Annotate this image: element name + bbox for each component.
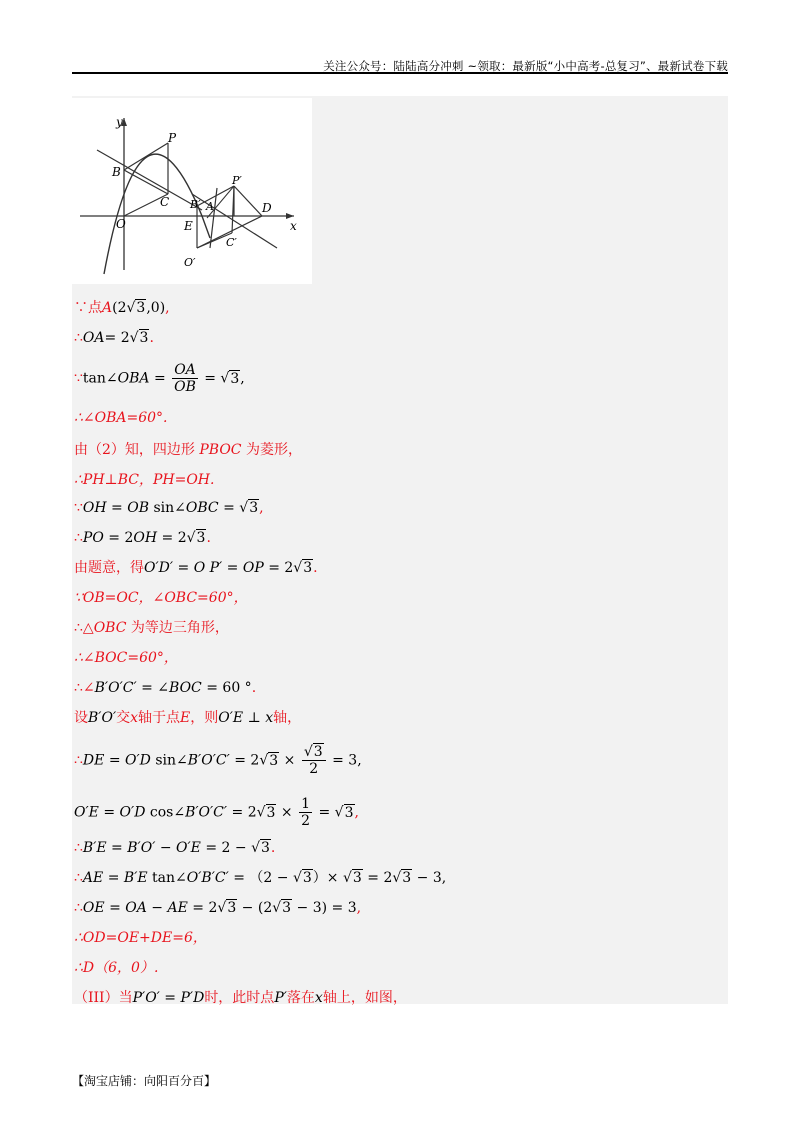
math: O′E <box>176 840 201 856</box>
line-19: ∴OE = OA − AE = 2√3 − (2√3 − 3) = 3, <box>74 900 362 916</box>
text: . <box>313 560 318 576</box>
fraction <box>172 362 198 395</box>
math: 3 <box>227 900 237 916</box>
text: 轴上，如图， <box>322 990 407 1006</box>
geometry-figure <box>72 98 312 284</box>
line-9: 由题意，得O′D′ = O P′ = OP = 2√3. <box>74 560 318 576</box>
math: = <box>106 500 128 516</box>
text: ∵点 <box>74 300 102 316</box>
line-3: ∵tan∠OBA = $\frac{OA}{OB}$ = √3, <box>74 362 245 395</box>
math: = 2 <box>187 900 218 916</box>
math: x <box>314 990 323 1006</box>
math: = <box>104 900 126 916</box>
math: = <box>103 870 124 886</box>
text: 为菱形， <box>241 442 302 458</box>
label-x: x <box>290 219 297 233</box>
math: tan∠ <box>82 370 118 387</box>
math: O′D′ = O P′ = OP <box>144 560 264 576</box>
text: 设 <box>74 710 88 726</box>
math: = 60 ° <box>201 680 252 696</box>
math: = <box>104 752 126 769</box>
text: ∴ <box>74 900 83 916</box>
text: . <box>206 530 211 546</box>
label-E: E <box>184 219 193 233</box>
math: OE <box>82 900 105 916</box>
math: = 2 <box>157 530 187 546</box>
label-P-prime: P′ <box>232 174 242 187</box>
line-1: ∵点A(2√3,0), <box>74 300 170 316</box>
math: = <box>314 804 335 821</box>
math: B′O′C′ <box>185 804 228 821</box>
math: = 2 <box>227 804 257 821</box>
math: BOC <box>169 680 202 696</box>
line-12: ∴∠BOC=60°， <box>74 650 178 666</box>
math: − (2 <box>237 900 273 916</box>
math: = <box>149 370 171 387</box>
math: B′O′ <box>127 840 156 856</box>
math: 3 <box>249 500 259 516</box>
text: ∴ <box>74 870 83 886</box>
denominator: 2 <box>301 813 311 829</box>
page-header: 关注公众号：陆陆高分冲刺 ~领取：最新版“小中高考-总复习”、最新试卷下载 <box>323 59 728 73</box>
math: OA <box>125 900 147 916</box>
math: B′O′C′ <box>94 680 137 696</box>
math: x <box>265 710 274 726</box>
text: . <box>270 840 276 856</box>
math: 3 <box>266 804 276 821</box>
math: AE <box>167 900 188 916</box>
math: 3 <box>402 870 412 886</box>
text: ∵ <box>74 370 83 387</box>
text: E <box>180 710 191 726</box>
denominator: 2 <box>309 761 319 777</box>
label-C-prime: C′ <box>226 236 237 249</box>
figure-svg <box>72 98 312 284</box>
math: (2 <box>112 300 127 316</box>
math: sin∠ <box>149 500 186 516</box>
math: 3 <box>302 870 312 886</box>
line-6: ∴PH⊥BC，PH=OH. <box>74 472 215 488</box>
text: x <box>130 710 139 726</box>
math: ）× <box>312 870 343 886</box>
math: cos∠ <box>145 804 186 821</box>
text: 轴于点 <box>138 710 181 726</box>
label-O-prime: O′ <box>184 256 196 269</box>
text: ∴△ <box>74 620 94 636</box>
label-y: y <box>116 115 123 129</box>
label-P: P <box>168 131 177 145</box>
label-A: A <box>206 200 214 213</box>
line-21: ∴D（6，0）. <box>74 960 159 976</box>
math: OH <box>133 530 158 546</box>
math: = 2 <box>103 530 134 546</box>
math: = ∠ <box>136 680 170 696</box>
math: = <box>199 370 221 387</box>
math: 3 <box>303 560 313 576</box>
math: = <box>106 840 128 856</box>
math: 3 <box>352 870 362 886</box>
math: = 2 <box>229 752 260 769</box>
math: B′O′ <box>88 710 117 726</box>
math: OA <box>82 330 105 346</box>
text: 为等边三角形， <box>126 620 229 636</box>
line-4: ∴∠OBA=60°. <box>74 410 168 426</box>
math: × <box>279 752 300 769</box>
line-2: ∴OA= 2√3. <box>74 330 154 346</box>
math: sin∠ <box>150 752 188 769</box>
line-15: ∴DE = O′D sin∠B′O′C′ = 2√3 × $\frac{√3}{2}$ = 3, <box>74 744 362 777</box>
math: = 2 − <box>200 840 252 856</box>
math: tan∠ <box>147 870 187 886</box>
label-B-prime: B′ <box>190 198 201 211</box>
math: OB <box>127 500 150 516</box>
text: PBOC <box>199 442 242 458</box>
text: ，则 <box>190 710 219 726</box>
line-7: ∵OH = OB sin∠OBC = √3, <box>74 500 264 516</box>
text: 由（2）知，四边形 <box>74 442 200 458</box>
fraction: $\frac{√3}{2}$ <box>302 744 326 777</box>
math: = 2 <box>362 870 393 886</box>
math: = （2 − <box>228 870 293 886</box>
math: − 3) = 3 <box>292 900 357 916</box>
line-10: ∵OB=OC，∠OBC=60°， <box>74 590 248 606</box>
math: B′O′C′ <box>187 752 230 769</box>
math: − <box>155 840 177 856</box>
math: P′O′ = P′D <box>132 990 205 1006</box>
line-17: ∴B′E = B′O′ − O′E = 2 − √3. <box>74 840 276 856</box>
text: , <box>165 300 170 316</box>
math: × <box>276 804 298 821</box>
line-20: ∴OD=OE+DE=6， <box>74 930 207 946</box>
text: . <box>251 680 257 696</box>
math: O′E <box>218 710 244 726</box>
text: ∴ <box>74 752 83 769</box>
fraction <box>299 796 312 829</box>
math: = 3, <box>327 752 362 769</box>
math: OH <box>82 500 107 516</box>
denominator: OB <box>174 379 196 395</box>
math: , <box>240 370 245 387</box>
line-5 <box>74 440 302 460</box>
math: 3 <box>139 330 149 346</box>
math: 3 <box>136 300 146 316</box>
math: O′B′C′ <box>186 870 229 886</box>
text: 时，此时点 <box>204 990 275 1006</box>
label-B: B <box>112 165 121 179</box>
math: B′E <box>123 870 148 886</box>
text: A <box>102 300 113 316</box>
header-rule <box>72 72 728 74</box>
math: = <box>218 500 240 516</box>
numerator: OA <box>174 362 196 378</box>
label-D: D <box>262 201 272 215</box>
math: O′E <box>74 804 99 821</box>
math: = 2 <box>263 560 294 576</box>
line-13 <box>74 678 256 698</box>
text: ∴∠ <box>74 680 95 696</box>
label-C: C <box>160 195 170 209</box>
math: O′D <box>125 752 151 769</box>
page-footer: 【淘宝店铺：向阳百分百】 <box>72 1074 217 1088</box>
math: − 3, <box>412 870 447 886</box>
math: B′E <box>82 840 107 856</box>
math: OBC <box>185 500 219 516</box>
text: ∴ <box>74 330 83 346</box>
line-14 <box>74 708 301 728</box>
line-11 <box>74 618 229 638</box>
math: O′D <box>119 804 146 821</box>
text: 由题意，得 <box>74 560 144 576</box>
math: ⊥ <box>243 710 266 726</box>
text: OBC <box>93 620 127 636</box>
math: PO <box>82 530 104 546</box>
math: 3 <box>230 370 240 387</box>
text: . <box>149 330 154 346</box>
math: − <box>146 900 168 916</box>
text: ∵ <box>74 500 83 516</box>
text: , <box>354 804 359 821</box>
text: 轴， <box>273 710 302 726</box>
line-8: ∴PO = 2OH = 2√3. <box>74 530 211 546</box>
label-O: O <box>116 217 126 231</box>
math: = <box>98 804 120 821</box>
numerator: 1 <box>301 796 311 812</box>
math: DE <box>82 752 105 769</box>
line-16: O′E = O′D cos∠B′O′C′ = 2√3 × $\frac{1}{2}$ = √3, <box>74 796 359 829</box>
text: 交 <box>116 710 131 726</box>
text: （III）当 <box>74 990 133 1006</box>
math: 3 <box>282 900 292 916</box>
math: OBA <box>117 370 150 387</box>
math: ,0) <box>146 300 166 316</box>
line-18: ∴AE = B′E tan∠O′B′C′ = （2 − √3）× √3 = 2√3 − 3, <box>74 870 447 886</box>
text: , <box>356 900 362 916</box>
math: 3 <box>261 840 270 856</box>
numerator: 3 <box>313 744 323 760</box>
text: , <box>259 500 264 516</box>
math: 3 <box>269 752 279 769</box>
text: 落在 <box>286 990 315 1006</box>
text: ∴ <box>74 530 83 546</box>
line-22 <box>74 988 407 1008</box>
math: 3 <box>196 530 206 546</box>
math: P′ <box>274 990 287 1006</box>
text: ∴ <box>74 840 83 856</box>
math: 3 <box>344 804 354 821</box>
math: = 2 <box>104 330 130 346</box>
math: AE <box>82 870 104 886</box>
